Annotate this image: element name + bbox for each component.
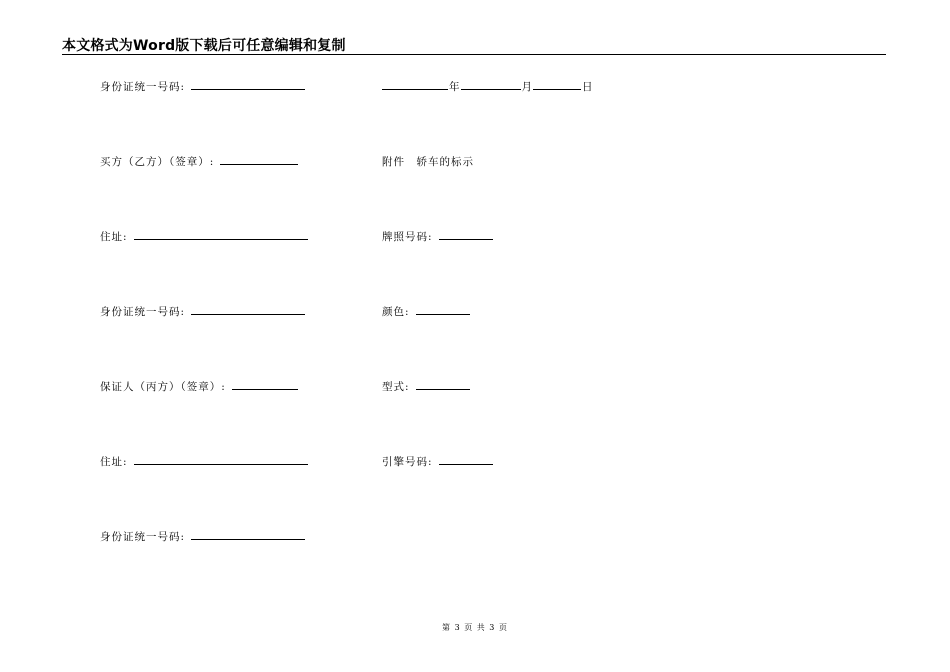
- date-year-unit: 年: [449, 81, 460, 93]
- plate-number-blank[interactable]: [439, 229, 493, 240]
- id-number-label-2: 身份证统一号码:: [100, 306, 186, 318]
- date-year-blank[interactable]: [382, 79, 448, 90]
- id-number-blank-3[interactable]: [191, 529, 305, 540]
- engine-number-blank[interactable]: [439, 454, 493, 465]
- color-label: 颜色:: [382, 306, 410, 318]
- date-month-blank[interactable]: [461, 79, 521, 90]
- guarantor-sign-blank[interactable]: [232, 379, 298, 390]
- color-blank[interactable]: [416, 304, 470, 315]
- id-number-field-1: [100, 79, 305, 94]
- guarantor-sign-label: 保证人（丙方）（签章）:: [100, 381, 226, 393]
- date-month-unit: 月: [521, 81, 532, 93]
- page-header: [62, 34, 886, 55]
- id-number-blank-2[interactable]: [191, 304, 305, 315]
- plate-number-label: 牌照号码:: [382, 231, 433, 243]
- model-label: 型式:: [382, 381, 410, 393]
- id-number-blank-1[interactable]: [191, 79, 305, 90]
- engine-number-field: [382, 454, 493, 469]
- id-number-label-3: 身份证统一号码:: [100, 531, 186, 543]
- plate-number-field: [382, 229, 493, 244]
- page-number-info: 第 3 页 共 3 页: [442, 623, 508, 632]
- date-day-unit: 日: [582, 81, 593, 93]
- address-blank-1[interactable]: [134, 229, 308, 240]
- model-field: [382, 379, 470, 394]
- guarantor-sign-field: [100, 379, 298, 394]
- address-label-1: 住址:: [100, 231, 128, 243]
- id-number-field-3: [100, 529, 305, 544]
- header-title: 本文格式为Word版下载后可任意编辑和复制: [62, 38, 346, 54]
- attachment-title-text: 附件 轿车的标示: [382, 156, 474, 168]
- date-day-blank[interactable]: [533, 79, 581, 90]
- address-field-2: [100, 454, 308, 469]
- address-blank-2[interactable]: [134, 454, 308, 465]
- address-label-2: 住址:: [100, 456, 128, 468]
- attachment-title: [382, 154, 474, 169]
- id-number-label-1: 身份证统一号码:: [100, 81, 186, 93]
- id-number-field-2: [100, 304, 305, 319]
- date-field: [382, 79, 594, 94]
- model-blank[interactable]: [416, 379, 470, 390]
- buyer-sign-label: 买方（乙方）（签章）:: [100, 156, 215, 168]
- buyer-sign-blank[interactable]: [220, 154, 298, 165]
- address-field-1: [100, 229, 308, 244]
- page-footer: [0, 622, 950, 633]
- buyer-sign-field: [100, 154, 298, 169]
- color-field: [382, 304, 470, 319]
- engine-number-label: 引擎号码:: [382, 456, 433, 468]
